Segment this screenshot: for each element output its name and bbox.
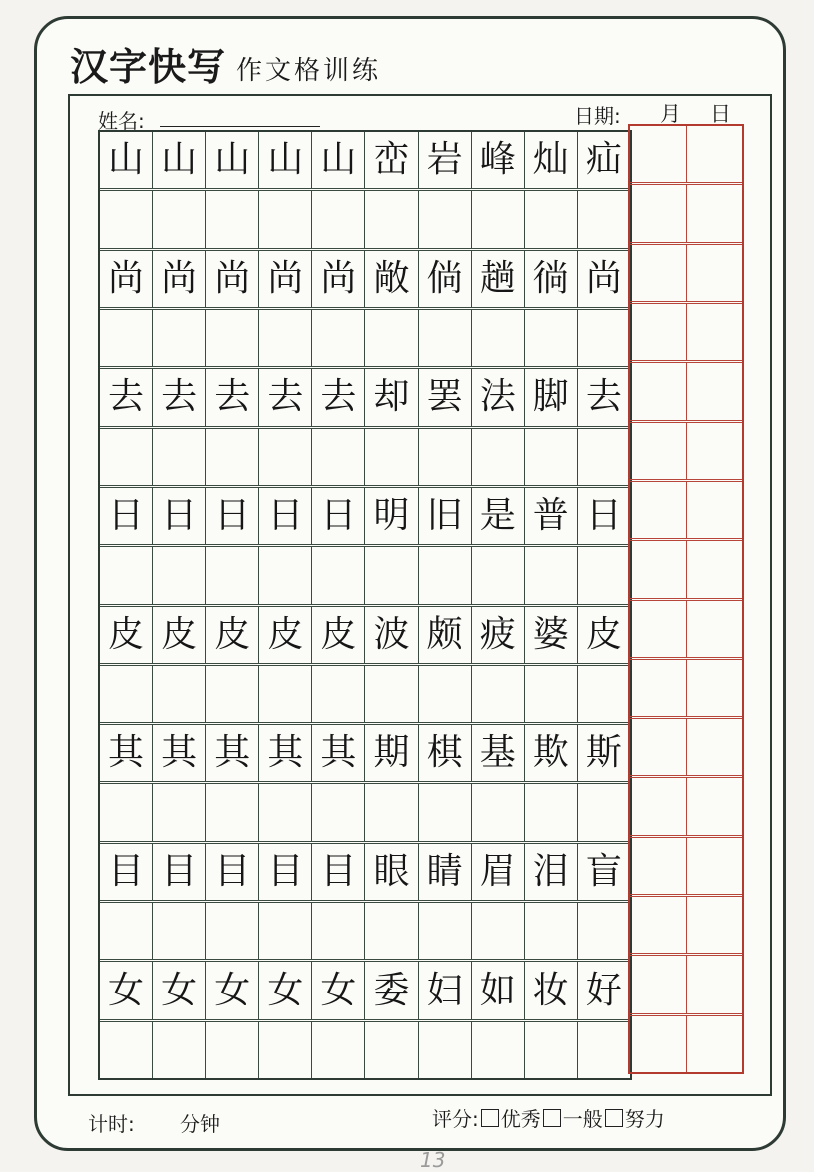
- grid-cell[interactable]: [471, 191, 524, 247]
- practice-row: [630, 1013, 742, 1072]
- grid-cell[interactable]: 其: [311, 725, 364, 781]
- grid-cell[interactable]: [152, 784, 205, 840]
- grid-cell[interactable]: 目: [258, 844, 311, 900]
- grid-cell[interactable]: 棋: [418, 725, 471, 781]
- grid-cell[interactable]: 山: [311, 132, 364, 188]
- grid-cell[interactable]: [152, 1022, 205, 1078]
- grid-cell[interactable]: [258, 191, 311, 247]
- grid-cell[interactable]: 女: [108, 969, 145, 1011]
- practice-cell[interactable]: [630, 897, 686, 953]
- grid-cell[interactable]: [258, 784, 311, 840]
- option-average: 一般: [562, 1107, 603, 1131]
- practice-row: [630, 835, 742, 894]
- grid-cell[interactable]: [258, 666, 311, 722]
- grid-cell[interactable]: 皮: [205, 607, 258, 663]
- grid-cell[interactable]: 女: [311, 962, 364, 1018]
- worksheet-subtitle: 作文格训练: [236, 56, 382, 86]
- practice-cell[interactable]: [686, 363, 743, 419]
- grid-cell[interactable]: [100, 903, 152, 959]
- practice-cell[interactable]: [686, 719, 743, 775]
- practice-row: [630, 479, 742, 538]
- grid-cell[interactable]: 峦: [364, 132, 417, 188]
- grid-cell[interactable]: 疝: [577, 132, 630, 188]
- practice-row: [630, 242, 742, 301]
- grid-cell[interactable]: [524, 1022, 577, 1078]
- grid-cell[interactable]: [152, 191, 205, 247]
- grid-cell[interactable]: 山: [205, 132, 258, 188]
- grid-row: [100, 132, 630, 188]
- grid-cell[interactable]: [364, 1022, 417, 1078]
- checkbox-effort[interactable]: [605, 1109, 623, 1127]
- grid-cell[interactable]: [418, 903, 471, 959]
- grid-cell[interactable]: 尚: [577, 251, 630, 307]
- grid-cell[interactable]: 明: [364, 488, 417, 544]
- grid-cell[interactable]: 女: [152, 962, 205, 1018]
- grid-cell[interactable]: 盲: [577, 844, 630, 900]
- grid-cell[interactable]: [524, 429, 577, 485]
- grid-cell[interactable]: 皮: [258, 607, 311, 663]
- grid-cell[interactable]: 女: [258, 962, 311, 1018]
- grid-cell[interactable]: [258, 429, 311, 485]
- grid-cell[interactable]: 如: [471, 962, 524, 1018]
- grid-cell[interactable]: 罢: [418, 369, 471, 425]
- grid-cell[interactable]: [418, 310, 471, 366]
- timer-unit: 分钟: [180, 1112, 220, 1136]
- grid-cell[interactable]: [418, 784, 471, 840]
- practice-cell[interactable]: [630, 245, 686, 301]
- grid-cell[interactable]: 尚: [152, 251, 205, 307]
- practice-cell[interactable]: [686, 304, 743, 360]
- practice-cell[interactable]: [630, 956, 686, 1012]
- practice-cell[interactable]: [686, 541, 743, 597]
- grid-cell[interactable]: [577, 784, 630, 840]
- grid-cell[interactable]: [205, 1022, 258, 1078]
- grid-cell[interactable]: [100, 191, 152, 247]
- practice-cell[interactable]: [630, 185, 686, 241]
- grid-cell[interactable]: 其: [108, 732, 145, 774]
- grid-cell[interactable]: [418, 666, 471, 722]
- practice-cell[interactable]: [630, 838, 686, 894]
- grid-row: [100, 366, 630, 425]
- date-day-label: 日: [710, 102, 731, 126]
- grid-cell[interactable]: [100, 547, 152, 603]
- grid-cell[interactable]: [364, 547, 417, 603]
- grid-row: [100, 781, 630, 840]
- grid-cell[interactable]: [418, 547, 471, 603]
- grid-cell[interactable]: 妇: [418, 962, 471, 1018]
- grid-cell[interactable]: 却: [364, 369, 417, 425]
- grid-cell[interactable]: 尚: [205, 251, 258, 307]
- grid-cell[interactable]: 皮: [311, 607, 364, 663]
- practice-cell[interactable]: [686, 660, 743, 716]
- practice-cell[interactable]: [630, 363, 686, 419]
- grid-cell[interactable]: 日: [258, 488, 311, 544]
- grid-cell[interactable]: [311, 429, 364, 485]
- page-number: 13: [420, 1148, 446, 1172]
- practice-row: [630, 360, 742, 419]
- grid-cell[interactable]: 妆: [524, 962, 577, 1018]
- grid-cell[interactable]: 其: [205, 725, 258, 781]
- practice-row: [630, 301, 742, 360]
- grid-cell[interactable]: 日: [205, 488, 258, 544]
- grid-cell[interactable]: [205, 903, 258, 959]
- practice-row: [630, 538, 742, 597]
- checkbox-excellent[interactable]: [481, 1109, 499, 1127]
- grid-row: [100, 426, 630, 485]
- practice-cell[interactable]: [630, 660, 686, 716]
- grid-cell[interactable]: [100, 784, 152, 840]
- grid-cell[interactable]: [205, 547, 258, 603]
- grid-cell[interactable]: [577, 1022, 630, 1078]
- grid-cell[interactable]: 委: [364, 962, 417, 1018]
- grid-cell[interactable]: 目: [205, 844, 258, 900]
- grid-cell[interactable]: [524, 784, 577, 840]
- grid-cell[interactable]: [577, 547, 630, 603]
- grid-cell[interactable]: [311, 310, 364, 366]
- grid-cell[interactable]: 欺: [524, 725, 577, 781]
- grid-cell[interactable]: 旧: [418, 488, 471, 544]
- grid-cell[interactable]: 灿: [524, 132, 577, 188]
- practice-cell[interactable]: [630, 719, 686, 775]
- grid-cell[interactable]: [311, 1022, 364, 1078]
- grid-cell[interactable]: [100, 1022, 152, 1078]
- grid-row: [100, 663, 630, 722]
- grid-cell[interactable]: 睛: [418, 844, 471, 900]
- grid-cell[interactable]: [471, 547, 524, 603]
- checkbox-average[interactable]: [543, 1109, 561, 1127]
- grid-cell[interactable]: 去: [258, 369, 311, 425]
- grid-cell[interactable]: [524, 191, 577, 247]
- grid-cell[interactable]: 峰: [471, 132, 524, 188]
- grid-row: [100, 722, 630, 781]
- grid-cell[interactable]: 尚: [258, 251, 311, 307]
- grid-cell[interactable]: [524, 310, 577, 366]
- grid-cell[interactable]: 泪: [524, 844, 577, 900]
- grid-cell[interactable]: [258, 903, 311, 959]
- practice-cell[interactable]: [686, 601, 743, 657]
- grid-cell[interactable]: 敞: [364, 251, 417, 307]
- grid-row: [100, 188, 630, 247]
- practice-cell[interactable]: [686, 126, 743, 182]
- grid-cell[interactable]: 日: [152, 488, 205, 544]
- grid-row: [100, 248, 630, 307]
- grid-cell[interactable]: [471, 429, 524, 485]
- practice-cell[interactable]: [686, 956, 743, 1012]
- writing-grid: [98, 130, 632, 1080]
- practice-row: [630, 894, 742, 953]
- practice-cell[interactable]: [630, 778, 686, 834]
- grid-cell[interactable]: 去: [577, 369, 630, 425]
- grid-row: [100, 485, 630, 544]
- practice-row: [630, 716, 742, 775]
- practice-cell[interactable]: [630, 423, 686, 479]
- grid-cell[interactable]: 是: [471, 488, 524, 544]
- grid-cell[interactable]: 岩: [418, 132, 471, 188]
- practice-row: [630, 126, 742, 182]
- grid-cell[interactable]: [577, 903, 630, 959]
- practice-cell[interactable]: [630, 482, 686, 538]
- practice-row: [630, 420, 742, 479]
- grid-cell[interactable]: [100, 310, 152, 366]
- grid-cell[interactable]: 尚: [311, 251, 364, 307]
- grid-cell[interactable]: 去: [108, 376, 145, 418]
- grid-cell[interactable]: [471, 903, 524, 959]
- grid-row: [100, 544, 630, 603]
- grid-cell[interactable]: [577, 310, 630, 366]
- grid-cell[interactable]: [100, 666, 152, 722]
- grid-cell[interactable]: [205, 429, 258, 485]
- brand-title: 汉字快写: [70, 45, 227, 89]
- grid-cell[interactable]: [418, 1022, 471, 1078]
- grid-cell[interactable]: 目: [152, 844, 205, 900]
- practice-cell[interactable]: [630, 304, 686, 360]
- practice-cell[interactable]: [686, 245, 743, 301]
- grid-cell[interactable]: [364, 784, 417, 840]
- grid-cell[interactable]: 山: [258, 132, 311, 188]
- grid-cell[interactable]: [311, 784, 364, 840]
- grid-row: [100, 307, 630, 366]
- grid-cell[interactable]: [577, 191, 630, 247]
- practice-cell[interactable]: [630, 126, 686, 182]
- grid-cell[interactable]: [418, 429, 471, 485]
- grid-cell[interactable]: 皮: [577, 607, 630, 663]
- grid-cell[interactable]: 日: [108, 495, 145, 537]
- grid-cell[interactable]: [471, 310, 524, 366]
- score-label: 评分:: [432, 1107, 479, 1131]
- grid-cell[interactable]: [205, 191, 258, 247]
- practice-grid: [628, 124, 744, 1074]
- grid-cell[interactable]: [205, 784, 258, 840]
- grid-cell[interactable]: [471, 666, 524, 722]
- grid-cell[interactable]: [311, 191, 364, 247]
- grid-cell[interactable]: [364, 903, 417, 959]
- grid-cell[interactable]: 普: [524, 488, 577, 544]
- grid-cell[interactable]: 基: [471, 725, 524, 781]
- grid-cell[interactable]: 法: [471, 369, 524, 425]
- grid-cell[interactable]: [364, 429, 417, 485]
- option-effort: 努力: [624, 1107, 665, 1131]
- grid-cell[interactable]: [524, 547, 577, 603]
- grid-row: [100, 1019, 630, 1078]
- practice-cell[interactable]: [686, 778, 743, 834]
- grid-cell[interactable]: 目: [311, 844, 364, 900]
- grid-row: [100, 959, 630, 1018]
- grid-cell[interactable]: [524, 903, 577, 959]
- grid-cell[interactable]: 眉: [471, 844, 524, 900]
- name-label: 姓名:: [98, 109, 145, 133]
- grid-cell[interactable]: [258, 1022, 311, 1078]
- date-label: 日期:: [574, 104, 621, 128]
- grid-cell[interactable]: [152, 429, 205, 485]
- grid-cell[interactable]: 颇: [418, 607, 471, 663]
- grid-cell[interactable]: 去: [311, 369, 364, 425]
- grid-cell[interactable]: 去: [205, 369, 258, 425]
- grid-cell[interactable]: 日: [577, 488, 630, 544]
- grid-cell[interactable]: [471, 1022, 524, 1078]
- grid-cell[interactable]: 婆: [524, 607, 577, 663]
- grid-cell[interactable]: 其: [258, 725, 311, 781]
- grid-cell[interactable]: 皮: [108, 613, 145, 655]
- practice-row: [630, 775, 742, 834]
- score-section: [432, 1103, 665, 1132]
- grid-cell[interactable]: [364, 310, 417, 366]
- grid-cell[interactable]: 日: [311, 488, 364, 544]
- grid-cell[interactable]: 倘: [418, 251, 471, 307]
- practice-cell[interactable]: [686, 838, 743, 894]
- date-month-label: 月: [660, 102, 681, 126]
- grid-cell[interactable]: [258, 547, 311, 603]
- grid-cell[interactable]: [577, 429, 630, 485]
- grid-cell[interactable]: [152, 903, 205, 959]
- grid-cell[interactable]: 其: [152, 725, 205, 781]
- grid-cell[interactable]: [152, 666, 205, 722]
- practice-cell[interactable]: [630, 601, 686, 657]
- grid-cell[interactable]: [205, 310, 258, 366]
- name-field-line[interactable]: [160, 126, 320, 127]
- practice-row: [630, 598, 742, 657]
- grid-cell[interactable]: [258, 310, 311, 366]
- grid-cell[interactable]: 好: [577, 962, 630, 1018]
- grid-cell[interactable]: [577, 666, 630, 722]
- grid-cell[interactable]: 尚: [108, 257, 145, 299]
- grid-cell[interactable]: 去: [152, 369, 205, 425]
- grid-cell[interactable]: [471, 784, 524, 840]
- grid-cell[interactable]: 期: [364, 725, 417, 781]
- option-excellent: 优秀: [500, 1107, 541, 1131]
- grid-cell[interactable]: 斯: [577, 725, 630, 781]
- grid-cell[interactable]: 趟: [471, 251, 524, 307]
- practice-row: [630, 657, 742, 716]
- grid-cell[interactable]: [205, 666, 258, 722]
- grid-cell[interactable]: [152, 547, 205, 603]
- grid-cell[interactable]: [311, 903, 364, 959]
- grid-row: [100, 900, 630, 959]
- grid-row: [100, 841, 630, 900]
- grid-cell[interactable]: 皮: [152, 607, 205, 663]
- grid-cell[interactable]: 山: [152, 132, 205, 188]
- timer-label: 计时:: [88, 1112, 135, 1136]
- grid-cell[interactable]: 眼: [364, 844, 417, 900]
- grid-cell[interactable]: [311, 547, 364, 603]
- grid-cell[interactable]: 目: [108, 850, 145, 892]
- grid-cell[interactable]: 疲: [471, 607, 524, 663]
- practice-cell[interactable]: [686, 482, 743, 538]
- grid-cell[interactable]: 脚: [524, 369, 577, 425]
- grid-cell[interactable]: [524, 666, 577, 722]
- practice-row: [630, 182, 742, 241]
- grid-cell[interactable]: 山: [108, 139, 145, 181]
- practice-cell[interactable]: [686, 185, 743, 241]
- practice-cell[interactable]: [686, 897, 743, 953]
- grid-cell[interactable]: 波: [364, 607, 417, 663]
- grid-cell[interactable]: [418, 191, 471, 247]
- grid-cell[interactable]: [100, 429, 152, 485]
- grid-cell[interactable]: [152, 310, 205, 366]
- grid-cell[interactable]: [364, 666, 417, 722]
- practice-cell[interactable]: [686, 1016, 743, 1072]
- grid-cell[interactable]: 女: [205, 962, 258, 1018]
- practice-row: [630, 953, 742, 1012]
- grid-cell[interactable]: [364, 191, 417, 247]
- practice-cell[interactable]: [630, 541, 686, 597]
- practice-cell[interactable]: [630, 1016, 686, 1072]
- practice-cell[interactable]: [686, 423, 743, 479]
- grid-cell[interactable]: 徜: [524, 251, 577, 307]
- grid-cell[interactable]: [311, 666, 364, 722]
- grid-row: [100, 604, 630, 663]
